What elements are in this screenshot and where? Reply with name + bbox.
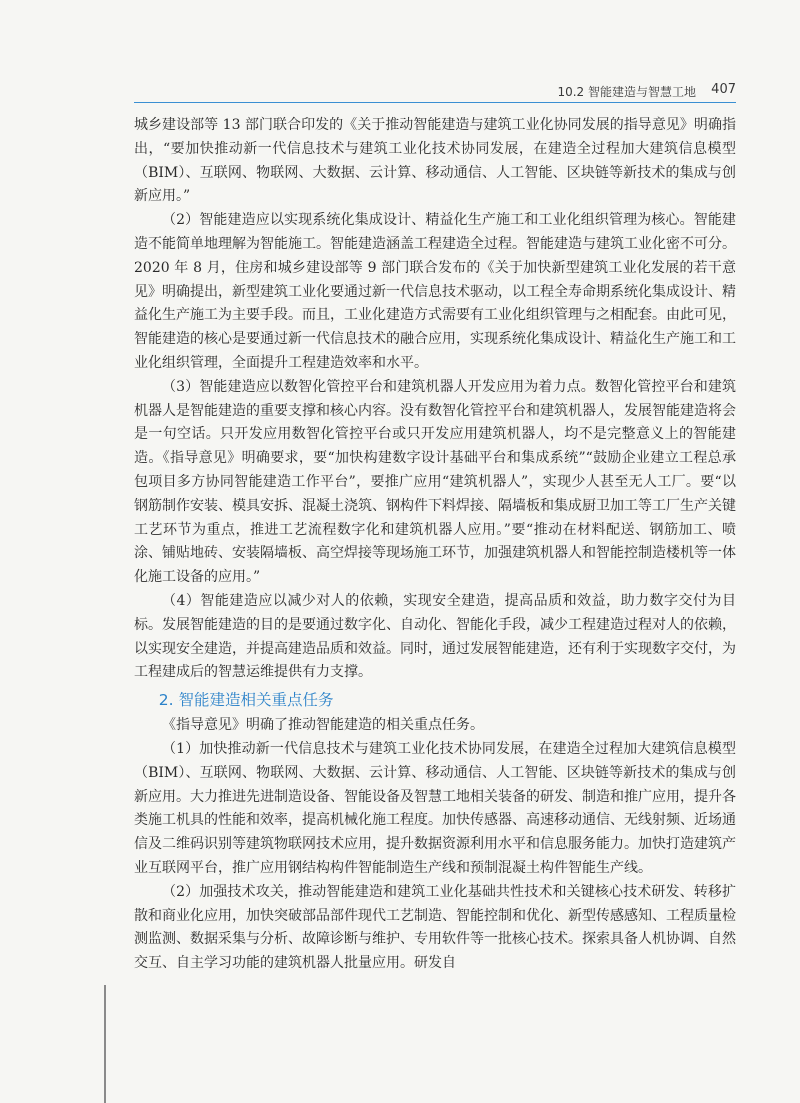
left-margin-rule	[104, 985, 106, 1103]
paragraph-intro: 《指导意见》明确了推动智能建造的相关重点任务。	[162, 717, 484, 734]
page-number: 407	[711, 82, 736, 97]
page-header	[134, 80, 736, 103]
paragraph-point-4: （4）智能建造应以减少对人的依赖，实现安全建造，提高品质和效益，助力数字交付为目标。发展智能建造的目的是要通过数字化、自动化、智能化手段，减少工程建造过程对人的依赖，以实现安全建造，并提高建造品质和效益。同时，通过发展智能建造，还有利于实现数字交付，为工程建成后的智慧运维提供有力支撑。	[134, 592, 736, 681]
paragraph-task-1: （1）加快推动新一代信息技术与建筑工业化技术协同发展，在建造全过程加大建筑信息模型（BIM）、互联网、物联网、大数据、云计算、移动通信、人工智能、区块链等新技术的集成与创新应用。大力推进先进制造设备、智能设备及智慧工地相关装备的研发、制造和推广应用，提升各类施工机具的性能和效率，提高机械化施工程度。加快传感器、高速移动通信、无线射频、近场通信及二维码识别等建筑物联网技术应用，提升数据资源利用水平和信息服务能力。加快打造建筑产业互联网平台，推广应用钢结构构件智能制造生产线和预制混凝土构件智能生产线。	[134, 740, 736, 876]
paragraph-continuation: 城乡建设部等 13 部门联合印发的《关于推动智能建造与建筑工业化协同发展的指导意见》明确指出，“要加快推动新一代信息技术与建筑工业化技术协同发展，在建造全过程加大建筑信息模型（BIM）、互联网、物联网、大数据、云计算、移动通信、人工智能、区块链等新技术的集成与创新应用。”	[134, 117, 736, 205]
body-text	[134, 114, 736, 976]
running-head-section: 10.2 智能建造与智慧工地	[557, 85, 696, 99]
section-heading: 2. 智能建造相关重点任务	[158, 691, 334, 710]
paragraph-task-2: （2）加强技术攻关，推动智能建造和建筑工业化基础共性技术和关键核心技术研发、转移扩散和商业化应用，加快突破部品部件现代工艺制造、智能控制和优化、新型传感感知、工程质量检测监测、数据采集与分析、故障诊断与维护、专用软件等一批核心技术。探索具备人机协调、自然交互、自主学习功能的建筑机器人批量应用。研发自	[134, 883, 736, 972]
paragraph-point-2: （2）智能建造应以实现系统化集成设计、精益化生产施工和工业化组织管理为核心。智能建造不能简单地理解为智能施工。智能建造涵盖工程建造全过程。智能建造与建筑工业化密不可分。2020 年 8 月，住房和城乡建设部等 9 部门联合发布的《关于加快新型建筑工业化发展的若干意见》明确提出，新型建筑工业化要通过新一代信息技术驱动，以工程全寿命期系统化集成设计、精益化生产施工为主要手段。而且，工业化建造方式需要有工业化组织管理与之相配套。由此可见，智能建造的核心是要通过新一代信息技术的融合应用，实现系统化集成设计、精益化生产施工和工业化组织管理，全面提升工程建造效率和水平。	[134, 212, 736, 371]
paragraph-point-3: （3）智能建造应以数智化管控平台和建筑机器人开发应用为着力点。数智化管控平台和建筑机器人是智能建造的重要支撑和核心内容。没有数智化管控平台和建筑机器人，发展智能建造将会是一句空话。只开发应用数智化管控平台或只开发应用建筑机器人，均不是完整意义上的智能建造。《指导意见》明确要求，要“加快构建数字设计基础平台和集成系统”“鼓励企业建立工程总承包项目多方协同智能建造工作平台”，要推广应用“建筑机器人”，实现少人甚至无人工厂。要“以钢筋制作安装、模具安拆、混凝土浇筑、钢构件下料焊接、隔墙板和集成厨卫加工等工厂生产关键工艺环节为重点，推进工艺流程数字化和建筑机器人应用。”要“推动在材料配送、钢筋加工、喷涂、铺贴地砖、安装隔墙板、高空焊接等现场施工环节，加强建筑机器人和智能控制造楼机等一体化施工设备的应用。”	[134, 378, 736, 586]
